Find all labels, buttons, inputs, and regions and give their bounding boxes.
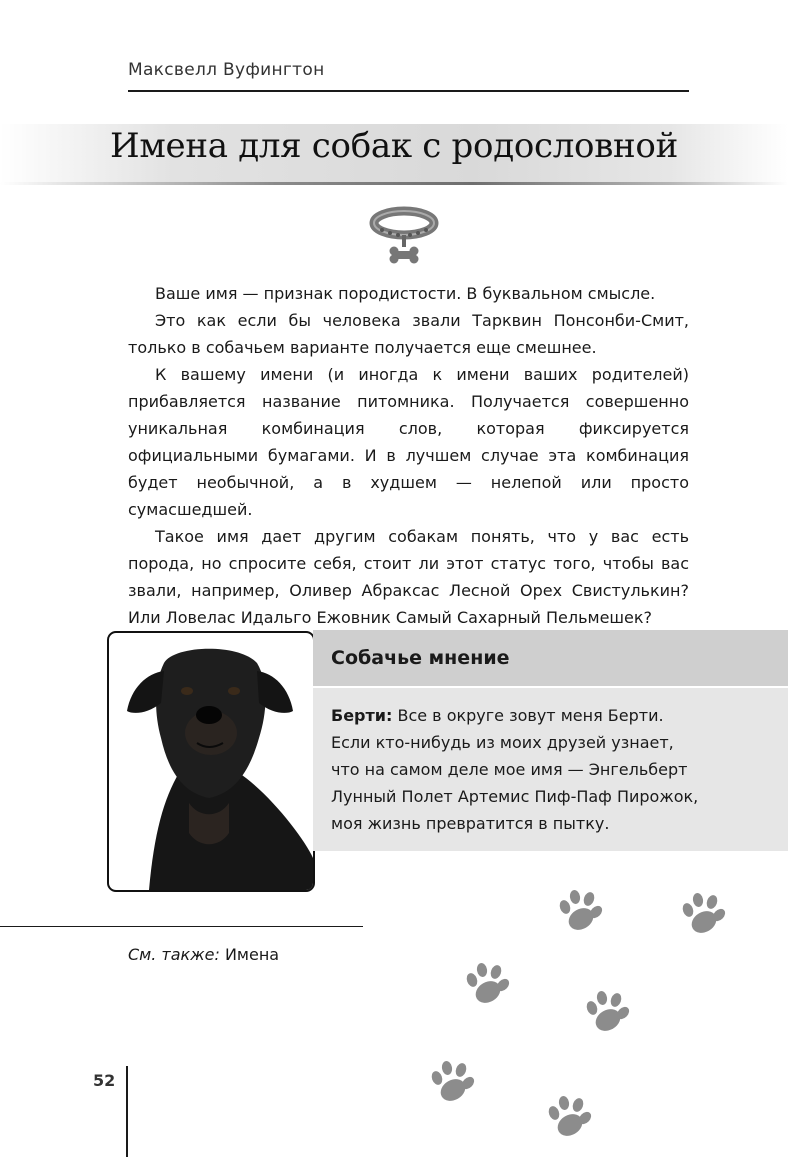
paw-print-icon (542, 1093, 592, 1143)
sidebar-speaker: Берти: (331, 706, 393, 725)
page-number-rule (126, 1066, 128, 1157)
paragraph: К вашему имени (и иногда к имени ваших родителей) прибавляется название питомника. Получается совершенно уникальная комбинация слов, которая фиксируется официальными бумагами. И в лучшем случае эта комбинация будет необычной, а в худшем — нелепой или просто сумасшедшей. (128, 365, 689, 519)
footnote-rule (0, 926, 363, 927)
sidebar-quote-text: Все в округе зовут меня Берти. Если кто-нибудь из моих друзей узнает, что на самом деле мое имя — Энгельберт Лунный Полет Артемис Пиф-Паф Пирожок, моя жизнь превратится в пытку. (331, 706, 699, 833)
page-number: 52 (93, 1071, 116, 1090)
sidebar-header (313, 630, 788, 688)
running-head-author: Максвелл Вуфингтон (128, 60, 325, 80)
see-also-label: См. также: (128, 945, 220, 964)
sidebar-body (313, 688, 788, 851)
paragraph: Такое имя дает другим собакам понять, что у вас есть порода, но спросите себя, стоит ли этот статус того, чтобы вас звали, например, Оливер Абраксас Лесной Орех Свистулькин? Или Ловелас Идальго Ежовник Самый Сахарный Пельмешек? (128, 527, 689, 627)
rottweiler-photo (107, 631, 315, 892)
see-also (128, 945, 279, 964)
paragraph: Ваше имя — признак породистости. В буквальном смысле. (155, 284, 656, 303)
paw-print-icon (580, 988, 630, 1038)
paw-print-icon (425, 1058, 475, 1108)
sidebar-quote (331, 702, 705, 837)
see-also-link: Имена (219, 945, 280, 964)
paw-print-icon (460, 960, 510, 1010)
sidebar-title: Собачье мнение (331, 647, 510, 669)
body-text (128, 280, 689, 631)
paragraph: Это как если бы человека звали Тарквин Понсонби-Смит, только в собачьем варианте получается еще смешнее. (128, 311, 689, 357)
rottweiler-illustration (109, 633, 313, 890)
running-head-rule (128, 90, 689, 92)
dog-collar-icon (368, 205, 440, 269)
paw-print-icon (553, 887, 603, 937)
chapter-title: Имена для собак с родословной (110, 126, 678, 166)
paw-print-icon (676, 890, 726, 940)
title-underline (0, 182, 788, 185)
